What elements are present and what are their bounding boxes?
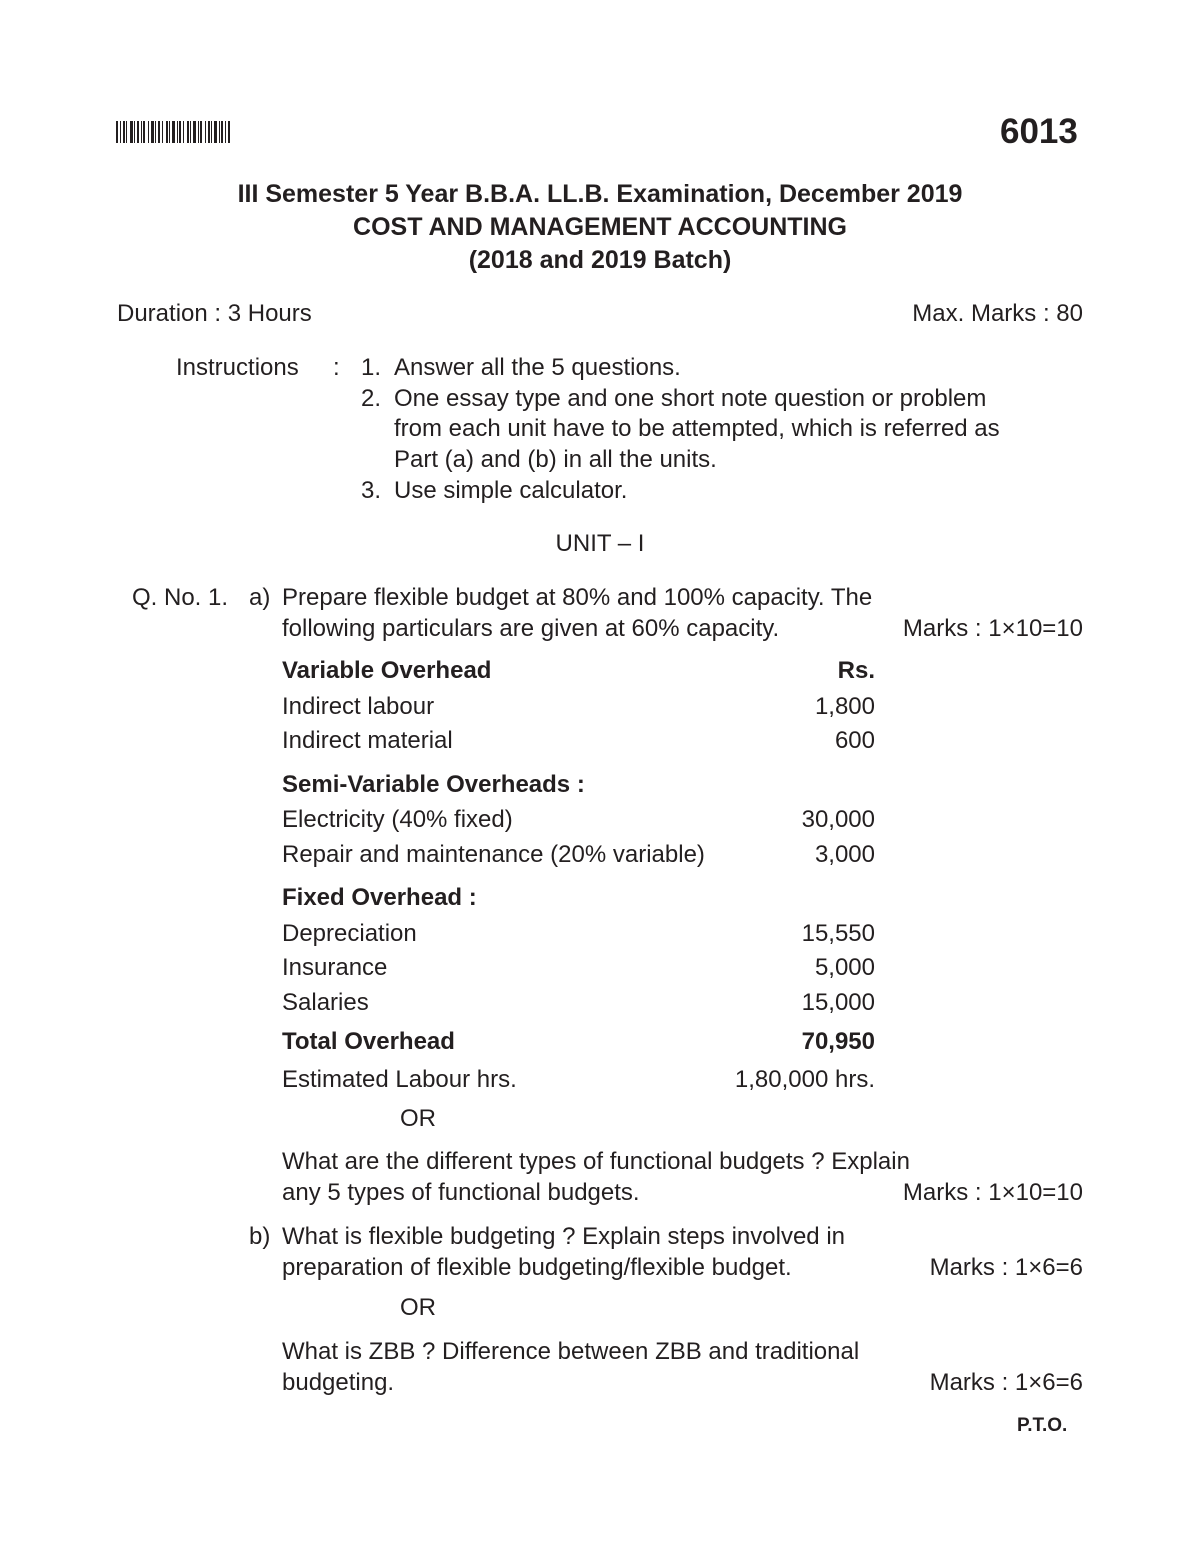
table-row-label: Indirect labour (282, 693, 435, 720)
table-row-label: Indirect material (282, 727, 453, 754)
table-row-label: Electricity (40% fixed) (282, 806, 513, 833)
or-separator: OR (400, 1105, 436, 1132)
subject-title: COST AND MANAGEMENT ACCOUNTING (353, 213, 847, 241)
table-row-label: Depreciation (282, 920, 417, 947)
part-a-marks: Marks : 1×10=10 (902, 615, 1083, 642)
or-separator: OR (400, 1294, 436, 1321)
alternative-b-text: budgeting. (282, 1369, 395, 1396)
alternative-b-text: What is ZBB ? Difference between ZBB and traditional (282, 1338, 860, 1365)
question-number: Q. No. 1. (132, 584, 229, 611)
instruction-number: 2. (361, 385, 382, 412)
alternative-a-text: What are the different types of functional budgets ? Explain (282, 1148, 910, 1175)
table-row-label: Insurance (282, 954, 388, 981)
please-turn-over: P.T.O. (1017, 1415, 1068, 1436)
table-header-value: Rs. (837, 657, 875, 684)
table-row-value: 30,000 (801, 806, 875, 833)
fixed-overhead-heading: Fixed Overhead : (282, 884, 477, 911)
table-row-value: 1,800 (814, 693, 875, 720)
instruction-line: Part (a) and (b) in all the units. (394, 446, 717, 473)
instructions-label: Instructions (176, 354, 299, 381)
table-row-value: 15,000 (801, 989, 875, 1016)
barcode (116, 121, 252, 143)
part-b-label: b) (249, 1223, 271, 1250)
labour-hours-value: 1,80,000 hrs. (734, 1066, 875, 1093)
instruction-line: One essay type and one short note question or problem (394, 385, 987, 412)
batch-title: (2018 and 2019 Batch) (468, 246, 732, 274)
exam-title: III Semester 5 Year B.B.A. LL.B. Examination, December 2019 (237, 180, 963, 208)
alternative-b-marks: Marks : 1×6=6 (929, 1369, 1083, 1396)
instruction-line: from each unit have to be attempted, which is referred as (394, 415, 1000, 442)
instruction-number: 1. (361, 354, 382, 381)
labour-hours-label: Estimated Labour hrs. (282, 1066, 517, 1093)
table-row-value: 3,000 (814, 841, 875, 868)
instruction-line: Use simple calculator. (394, 477, 628, 504)
part-a-label: a) (249, 584, 271, 611)
alternative-a-text: any 5 types of functional budgets. (282, 1179, 640, 1206)
duration: Duration : 3 Hours (117, 300, 312, 327)
table-row-value: 600 (834, 727, 875, 754)
semi-variable-heading: Semi-Variable Overheads : (282, 771, 585, 798)
unit-heading: UNIT – I (555, 530, 645, 557)
part-b-text: preparation of flexible budgeting/flexible budget. (282, 1254, 792, 1281)
part-b-text: What is flexible budgeting ? Explain steps involved in (282, 1223, 845, 1250)
part-b-marks: Marks : 1×6=6 (929, 1254, 1083, 1281)
part-a-text: Prepare flexible budget at 80% and 100% capacity. The (282, 584, 873, 611)
total-overhead-label: Total Overhead (282, 1028, 455, 1055)
instruction-number: 3. (361, 477, 382, 504)
max-marks: Max. Marks : 80 (912, 300, 1083, 327)
instructions-colon: : (333, 354, 340, 381)
part-a-text: following particulars are given at 60% capacity. (282, 615, 780, 642)
table-row-value: 5,000 (814, 954, 875, 981)
alternative-a-marks: Marks : 1×10=10 (902, 1179, 1083, 1206)
total-overhead-value: 70,950 (801, 1028, 875, 1055)
table-header-label: Variable Overhead (282, 657, 492, 684)
paper-code: 6013 (1000, 112, 1078, 151)
table-row-value: 15,550 (801, 920, 875, 947)
instruction-line: Answer all the 5 questions. (394, 354, 681, 381)
table-row-label: Salaries (282, 989, 369, 1016)
table-row-label: Repair and maintenance (20% variable) (282, 841, 705, 868)
